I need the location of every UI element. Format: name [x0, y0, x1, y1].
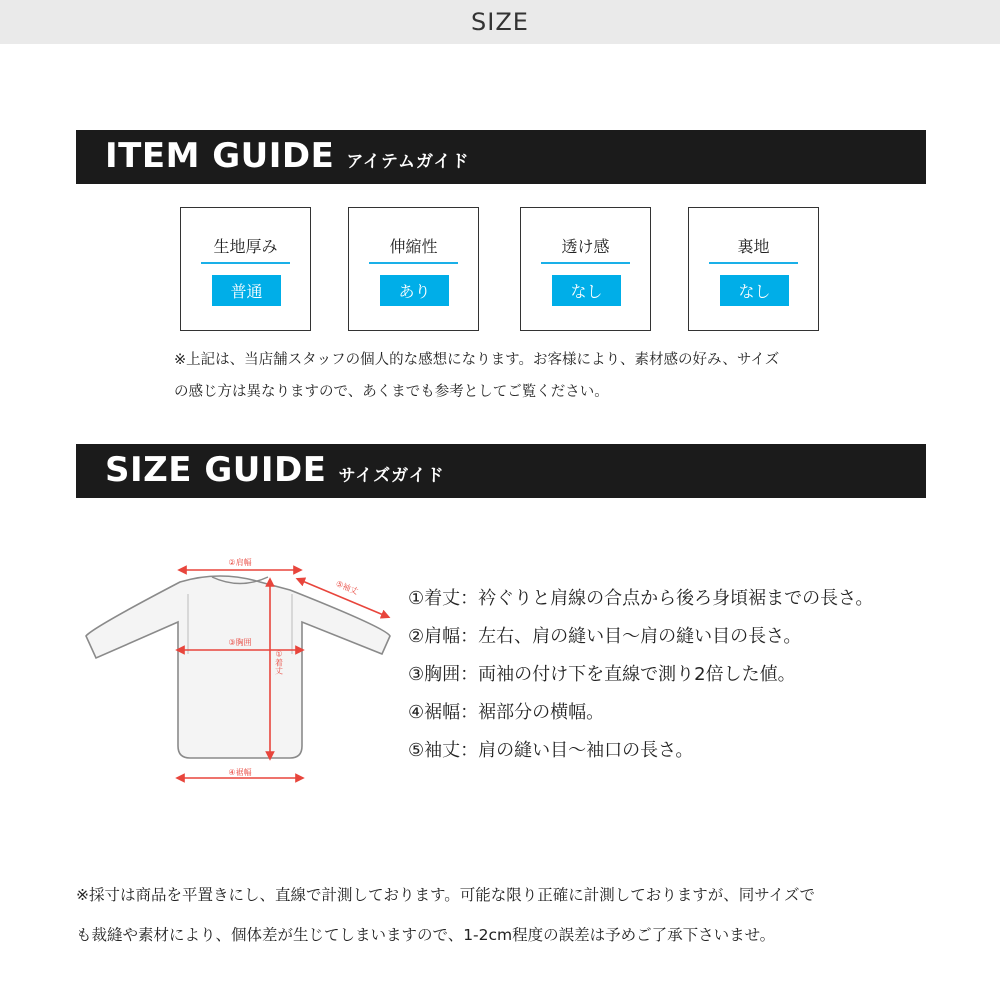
guide-box-divider	[541, 262, 630, 264]
guide-box-stretch	[348, 207, 479, 331]
guide-box-thickness	[180, 207, 311, 331]
guide-box-label: 伸縮性	[389, 237, 438, 256]
size-guide-heading	[76, 444, 926, 498]
guide-box-lining	[688, 207, 819, 331]
measurement-list	[408, 580, 873, 770]
sleeve-label: ⑤袖丈	[334, 579, 360, 597]
shirt-icon	[86, 576, 390, 758]
note-line: も裁縫や素材により、個体差が生じてしまいますので、1-2cm程度の誤差は予めご了承下さいませ。	[76, 926, 776, 944]
guide-box-label: 透け感	[561, 237, 610, 256]
size-guide-title-jp: サイズガイド	[338, 466, 445, 486]
guide-box-value: なし	[720, 275, 789, 306]
item-guide-note	[174, 344, 779, 408]
item-guide-heading	[76, 130, 926, 184]
top-header-bar	[0, 0, 1000, 44]
size-guide-title-en: SIZE GUIDE	[105, 450, 327, 490]
list-item: ③胸囲：両袖の付け下を直線で測り2倍した値。	[408, 664, 796, 685]
guide-box-divider	[709, 262, 798, 264]
guide-box-label: 裏地	[737, 237, 770, 256]
note-line: ※採寸は商品を平置きにし、直線で計測しております。可能な限り正確に計測しておりますが、同サイズで	[76, 886, 816, 904]
note-line: ※上記は、当店舗スタッフの個人的な感想になります。お客様により、素材感の好み、サイズ	[174, 352, 780, 368]
list-item: ①着丈：衿ぐりと肩線の合点から後ろ身頃裾までの長さ。	[408, 588, 874, 609]
shirt-measurement-diagram	[80, 550, 410, 790]
page-title: SIZE	[471, 8, 529, 36]
item-guide-title-en: ITEM GUIDE	[105, 136, 335, 176]
item-guide-title-jp: アイテムガイド	[346, 152, 470, 172]
hem-label: ④裾幅	[228, 768, 252, 777]
guide-box-value: なし	[552, 275, 621, 306]
guide-box-sheerness	[520, 207, 651, 331]
note-line: の感じ方は異なりますので、あくまでも参考としてご覧ください。	[174, 384, 609, 400]
size-guide-note	[76, 875, 815, 955]
chest-label: ③胸囲	[228, 638, 252, 647]
list-item: ⑤袖丈：肩の縫い目〜袖口の長さ。	[408, 740, 694, 761]
shoulder-label: ②肩幅	[228, 558, 252, 567]
guide-box-value: あり	[380, 275, 449, 306]
guide-box-divider	[369, 262, 458, 264]
guide-box-value: 普通	[212, 275, 281, 306]
guide-box-divider	[201, 262, 290, 264]
guide-box-label: 生地厚み	[213, 237, 278, 256]
length-label: ①着丈	[274, 649, 284, 675]
list-item: ②肩幅：左右、肩の縫い目〜肩の縫い目の長さ。	[408, 626, 802, 647]
list-item: ④裾幅：裾部分の横幅。	[408, 702, 605, 723]
